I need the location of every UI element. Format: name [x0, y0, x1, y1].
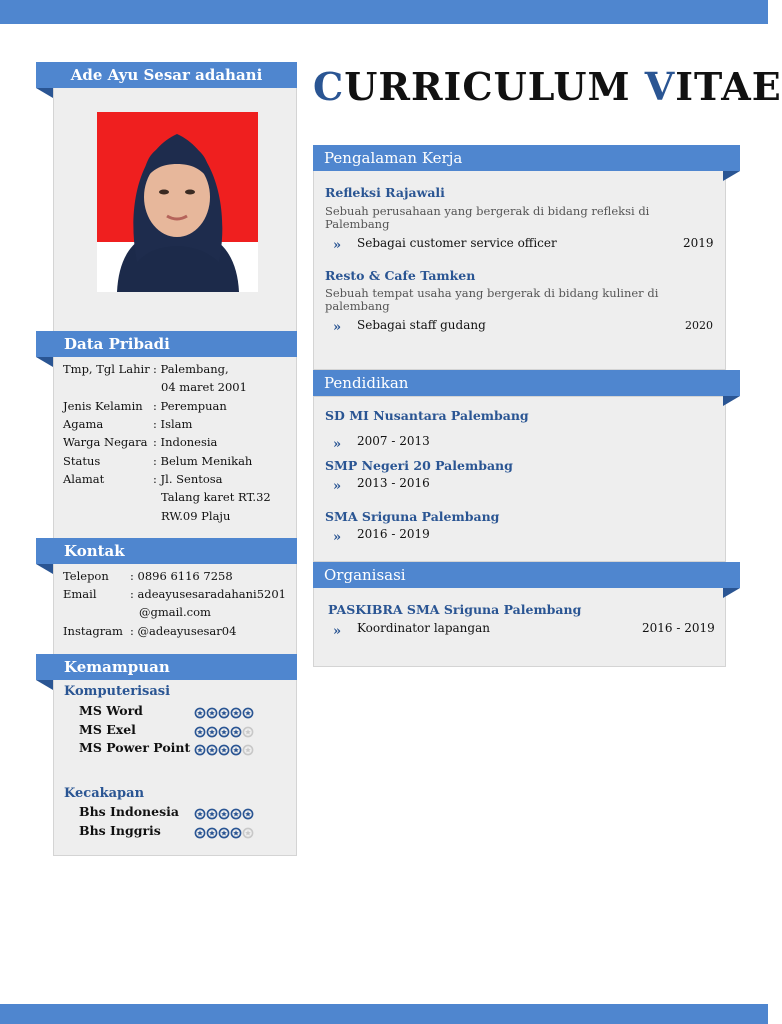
- skill-name: Bhs Inggris: [79, 823, 161, 838]
- email-value: : adeayusesaradahani5201: [130, 587, 286, 601]
- personal-field-label: Alamat: [63, 472, 105, 486]
- personal-field-label: Warga Negara: [63, 435, 148, 449]
- personal-field-value: : Jl. Sentosa: [153, 472, 223, 486]
- personal-field-label: Jenis Kelamin: [63, 399, 143, 413]
- title-part: ITAE: [675, 64, 782, 109]
- circle-star-icon: [242, 808, 254, 820]
- circle-star-icon: [242, 707, 254, 719]
- double-chevron-right-icon: »: [333, 238, 342, 253]
- circle-star-icon: [230, 808, 242, 820]
- personal-field-value: : Palembang,: [153, 362, 229, 376]
- section-title: Organisasi: [324, 566, 406, 584]
- double-chevron-right-icon: »: [333, 624, 342, 639]
- ribbon-fold: [723, 588, 740, 598]
- experience-role: Sebagai customer service officer: [357, 236, 557, 250]
- circle-star-icon: [206, 707, 218, 719]
- circle-star-icon: [242, 827, 254, 839]
- double-chevron-right-icon: »: [333, 530, 342, 545]
- kecakapan-heading: Kecakapan: [64, 786, 145, 801]
- section-title: Data Pribadi: [64, 335, 170, 353]
- circle-star-icon: [194, 827, 206, 839]
- personal-field-label: Tmp, Tgl Lahir: [63, 362, 150, 376]
- ribbon-fold: [36, 564, 53, 574]
- school-name: SMA Sriguna Palembang: [325, 509, 500, 524]
- bottom-bar: [0, 1004, 768, 1024]
- section-header-pendidikan: [313, 370, 740, 396]
- skill-rating: [194, 827, 256, 839]
- double-chevron-right-icon: »: [333, 437, 342, 452]
- section-header-pengalaman: [313, 145, 740, 171]
- skill-name: MS Exel: [79, 722, 136, 737]
- email-value-cont: @gmail.com: [139, 605, 211, 619]
- circle-star-icon: [194, 707, 206, 719]
- instagram-label: Instagram: [63, 624, 123, 638]
- experience-role: Sebagai staff gudang: [357, 318, 486, 332]
- skill-rating: [194, 744, 256, 756]
- ribbon-fold: [36, 88, 53, 98]
- experience-desc: Sebuah tempat usaha yang bergerak di bidang kuliner di palembang: [325, 286, 659, 313]
- experience-year: 2020: [685, 319, 713, 332]
- personal-field-label: Agama: [63, 417, 104, 431]
- section-title: Pendidikan: [324, 374, 409, 392]
- section-header-kemampuan: [36, 654, 297, 680]
- top-bar: [0, 0, 768, 24]
- school-name: SMP Negeri 20 Palembang: [325, 458, 513, 473]
- komputerisasi-heading: Komputerisasi: [64, 684, 171, 699]
- skill-rating: [194, 808, 256, 820]
- organization-role: Koordinator lapangan: [357, 621, 490, 635]
- ribbon-fold: [723, 396, 740, 406]
- organization-years: 2016 - 2019: [642, 621, 715, 635]
- circle-star-icon: [218, 827, 230, 839]
- circle-star-icon: [206, 827, 218, 839]
- skill-name: MS Power Point: [79, 740, 191, 755]
- ribbon-fold: [36, 357, 53, 367]
- experience-year: 2019: [683, 236, 714, 250]
- title-part: URRICULUM: [344, 64, 645, 109]
- circle-star-icon: [194, 808, 206, 820]
- circle-star-icon: [194, 744, 206, 756]
- double-chevron-right-icon: »: [333, 479, 342, 494]
- school-years: 2007 - 2013: [357, 434, 430, 448]
- section-title: Kemampuan: [64, 658, 170, 676]
- circle-star-icon: [218, 707, 230, 719]
- section-header-organisasi: [313, 562, 740, 588]
- page-title: [313, 64, 782, 109]
- skill-rating: [194, 726, 256, 738]
- experience-desc: Sebuah perusahaan yang bergerak di bidang refleksi di Palembang: [325, 204, 650, 231]
- circle-star-icon: [230, 707, 242, 719]
- experience-org: Refleksi Rajawali: [325, 185, 445, 200]
- personal-field-value-cont: Talang karet RT.32: [161, 490, 271, 504]
- circle-star-icon: [230, 827, 242, 839]
- title-cap-v: V: [644, 64, 676, 109]
- circle-star-icon: [218, 726, 230, 738]
- ribbon-fold: [723, 171, 740, 181]
- circle-star-icon: [230, 726, 242, 738]
- skill-name: Bhs Indonesia: [79, 804, 179, 819]
- email-label: Email: [63, 587, 97, 601]
- double-chevron-right-icon: »: [333, 320, 342, 335]
- phone-value: : 0896 6116 7258: [130, 569, 233, 583]
- personal-field-label: Status: [63, 454, 101, 468]
- personal-field-value: : Belum Menikah: [153, 454, 253, 468]
- ribbon-fold: [36, 680, 53, 690]
- phone-label: Telepon: [63, 569, 109, 583]
- circle-star-icon: [194, 726, 206, 738]
- school-name: SD MI Nusantara Palembang: [325, 408, 529, 423]
- section-title: Kontak: [64, 542, 125, 560]
- circle-star-icon: [218, 744, 230, 756]
- organization-name: PASKIBRA SMA Sriguna Palembang: [328, 602, 582, 617]
- section-title: Pengalaman Kerja: [324, 149, 463, 167]
- skill-name: MS Word: [79, 703, 143, 718]
- personal-field-value-cont: 04 maret 2001: [161, 380, 247, 394]
- section-header-kontak: [36, 538, 297, 564]
- experience-org: Resto & Cafe Tamken: [325, 268, 476, 283]
- circle-star-icon: [206, 808, 218, 820]
- personal-field-value: : Islam: [153, 417, 193, 431]
- circle-star-icon: [206, 726, 218, 738]
- instagram-value: : @adeayusesar04: [130, 624, 237, 638]
- school-years: 2013 - 2016: [357, 476, 430, 490]
- name-header: [36, 62, 297, 88]
- school-years: 2016 - 2019: [357, 527, 430, 541]
- portrait-illustration: [97, 112, 258, 292]
- circle-star-icon: [230, 744, 242, 756]
- full-name: Ade Ayu Sesar adahani: [70, 66, 263, 84]
- section-header-data-pribadi: [36, 331, 297, 357]
- profile-photo: [97, 112, 258, 292]
- skill-rating: [194, 707, 256, 719]
- circle-star-icon: [206, 744, 218, 756]
- personal-field-value: : Indonesia: [153, 435, 218, 449]
- personal-field-value-cont: RW.09 Plaju: [161, 509, 231, 523]
- title-cap-c: C: [313, 64, 345, 109]
- personal-field-value: : Perempuan: [153, 399, 227, 413]
- circle-star-icon: [218, 808, 230, 820]
- circle-star-icon: [242, 744, 254, 756]
- circle-star-icon: [242, 726, 254, 738]
